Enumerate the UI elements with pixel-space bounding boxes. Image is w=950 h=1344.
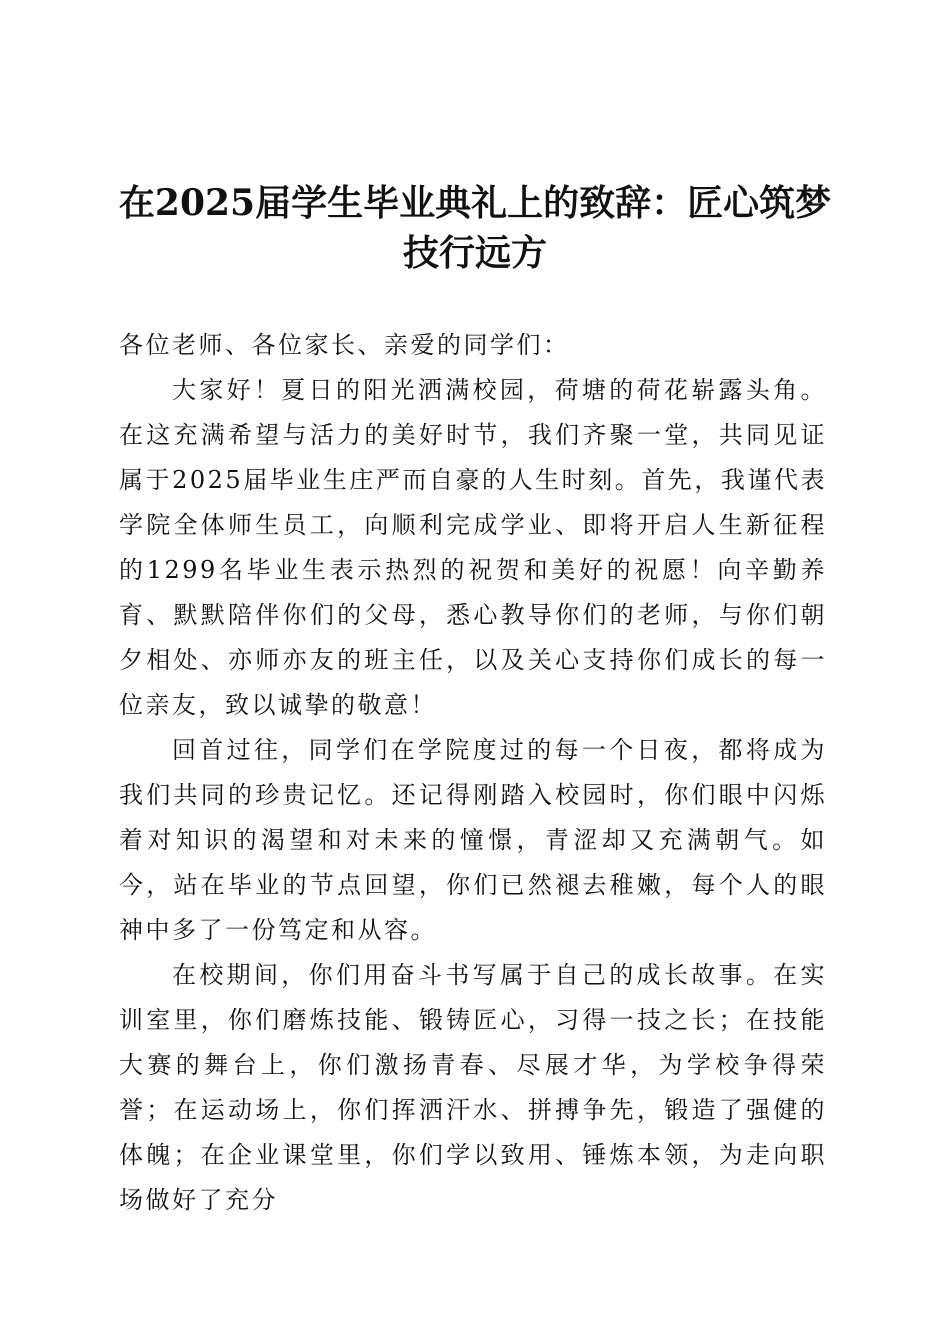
paragraph-reflection: 回首过往，同学们在学院度过的每一个日夜，都将成为我们共同的珍贵记忆。还记得刚踏入校园时，你们眼中闪烁着对知识的渴望和对未来的憧憬，青涩却又充满朝气。如今，站在毕业的节点回望，你们已然褪去稚嫩，每个人的眼神中多了一份笃定和从容。 xyxy=(119,736,827,944)
title-line-2: 技行远方 xyxy=(402,232,547,274)
document-title xyxy=(110,178,840,278)
paragraph-achievements: 在校期间，你们用奋斗书写属于自己的成长故事。在实训室里，你们磨炼技能、锻铸匠心，习得一技之长；在技能大赛的舞台上，你们激扬青春、尽展才华，为学校争得荣誉；在运动场上，你们挥洒汗水、拼搏争先，锻造了强健的体魄；在企业课堂里，你们学以致用、锤炼本领，为走向职场做好了充分 xyxy=(119,961,827,1214)
salutation: 各位老师、各位家长、亲爱的同学们： xyxy=(119,331,570,359)
title-line-1: 在2025届学生毕业典礼上的致辞：匠心筑梦 xyxy=(118,182,832,224)
document-body xyxy=(119,323,827,1223)
paragraph-opening: 大家好！夏日的阳光洒满校园，荷塘的荷花崭露头角。在这充满希望与活力的美好时节，我们齐聚一堂，共同见证属于2025届毕业生庄严而自豪的人生时刻。首先，我谨代表学院全体师生员工，向顺利完成学业、即将开启人生新征程的1299名毕业生表示热烈的祝贺和美好的祝愿！向辛勤养育、默默陪伴你们的父母，悉心教导你们的老师，与你们朝夕相处、亦师亦友的班主任，以及关心支持你们成长的每一位亲友，致以诚挚的敬意！ xyxy=(119,376,827,719)
